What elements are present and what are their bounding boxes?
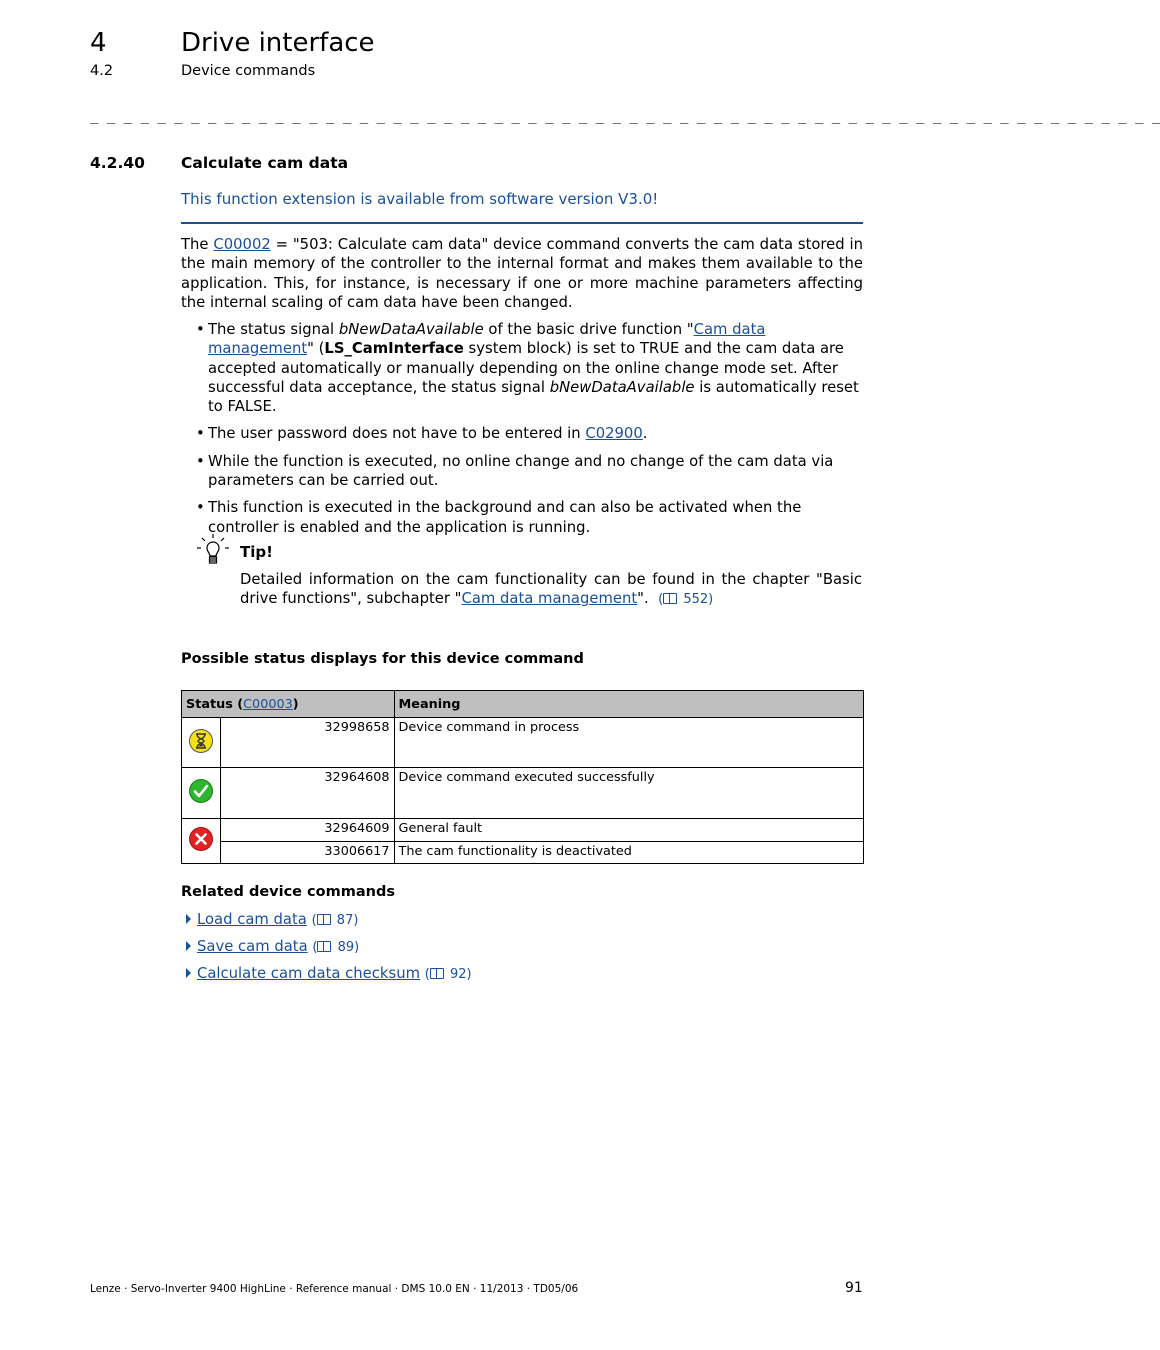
status-meaning: General fault [394,819,863,842]
tip-text: Detailed information on the cam functionality can be found in the chapter "Basic drive functions", subchapter "Cam data management". ( 552) [240,571,862,608]
column-header-status: Status (C00003) [182,691,395,718]
note-divider [181,222,863,224]
page-reference[interactable]: ( 92) [424,967,472,982]
intro-paragraph: The C00002 = "503: Calculate cam data" device command converts the cam data stored in the main memory of the controller to the internal format and makes them available to the application. This, for instance, is necessary if one or more machine parameters affecting the internal scaling of cam data have been changed. [181,236,864,311]
link-cam-data-management-tip[interactable]: Cam data management [461,590,638,608]
arrow-right-icon [186,914,191,924]
book-icon [663,593,677,604]
related-item [186,938,359,955]
bullet-list [181,320,863,545]
related-commands-heading: Related device commands [181,884,395,900]
error-x-icon [188,826,214,852]
table-row [182,819,864,842]
tip-label: Tip! [240,543,273,561]
checkmark-icon [188,778,214,804]
status-table-heading: Possible status displays for this device command [181,651,584,667]
section-title: Device commands [181,63,316,79]
availability-note: This function extension is available from software version V3.0! [181,190,659,208]
link-c02900[interactable]: C02900 [585,425,643,443]
table-row [182,768,864,819]
related-item [186,965,472,982]
status-icon-cell [182,768,221,819]
hourglass-icon [188,728,214,754]
footer-text: Lenze · Servo-Inverter 9400 HighLine · Reference manual · DMS 10.0 EN · 11/2013 · TD05/06 [90,1283,579,1295]
status-meaning: Device command executed successfully [394,768,863,819]
status-code: 32998658 [221,718,395,768]
status-icon-cell [182,819,221,864]
page-reference[interactable]: ( 552) [658,592,714,608]
subsection-title: Calculate cam data [181,154,349,172]
column-header-meaning: Meaning [394,691,863,718]
subsection-number: 4.2.40 [90,154,145,172]
chapter-number: 4 [90,28,107,58]
chapter-title: Drive interface [181,28,375,58]
header-separator: _ _ _ _ _ _ _ _ _ _ _ _ _ _ _ _ _ _ _ _ _ _ _ _ _ _ _ _ _ _ _ _ _ _ _ _ _ _ _ _ _ _ _ _ _ _ _ _ _ _ _ _ _ _ _ _ _ _ _ _ _ _ _ _ [90,108,1160,124]
status-icon-cell [182,718,221,768]
bullet-item: • While the function is executed, no online change and no change of the cam data via parameters can be carried out. [181,452,863,491]
status-code: 32964609 [221,819,395,842]
book-icon [430,968,444,979]
link-c00002[interactable]: C00002 [213,236,271,253]
book-icon [317,914,331,925]
bullet-item: • This function is executed in the background and can also be activated when the controller is enabled and the application is running. [181,498,863,537]
book-icon [317,941,331,952]
link-load-cam-data[interactable]: Load cam data [197,911,307,928]
link-cam-data-management[interactable]: Cam data management [208,321,766,358]
bullet-item: • The status signal bNewDataAvailable of the basic drive function "Cam data management" (LS_CamInterface system block) is set to TRUE and the cam data are accepted automatically or manually depending on the online change mode set. After successful data acceptance, the status signal bNewDataAvailable is automatically reset to FALSE. [181,320,863,416]
status-meaning: Device command in process [394,718,863,768]
link-calculate-cam-data-checksum[interactable]: Calculate cam data checksum [197,965,420,982]
table-header-row [182,691,864,718]
status-code: 33006617 [221,842,395,864]
table-row [182,718,864,768]
lightbulb-tip-icon [196,533,230,567]
related-item [186,911,358,928]
page-reference[interactable]: ( 89) [312,940,360,955]
arrow-right-icon [186,968,191,978]
section-number: 4.2 [90,63,114,79]
link-c00003[interactable]: C00003 [243,696,293,712]
link-save-cam-data[interactable]: Save cam data [197,938,308,955]
page-reference[interactable]: ( 87) [311,913,359,928]
status-meaning: The cam functionality is deactivated [394,842,863,864]
bullet-item: • The user password does not have to be entered in C02900. [181,424,863,443]
table-row [182,842,864,864]
arrow-right-icon [186,941,191,951]
status-table [181,690,864,864]
page-number: 91 [845,1280,863,1296]
status-code: 32964608 [221,768,395,819]
